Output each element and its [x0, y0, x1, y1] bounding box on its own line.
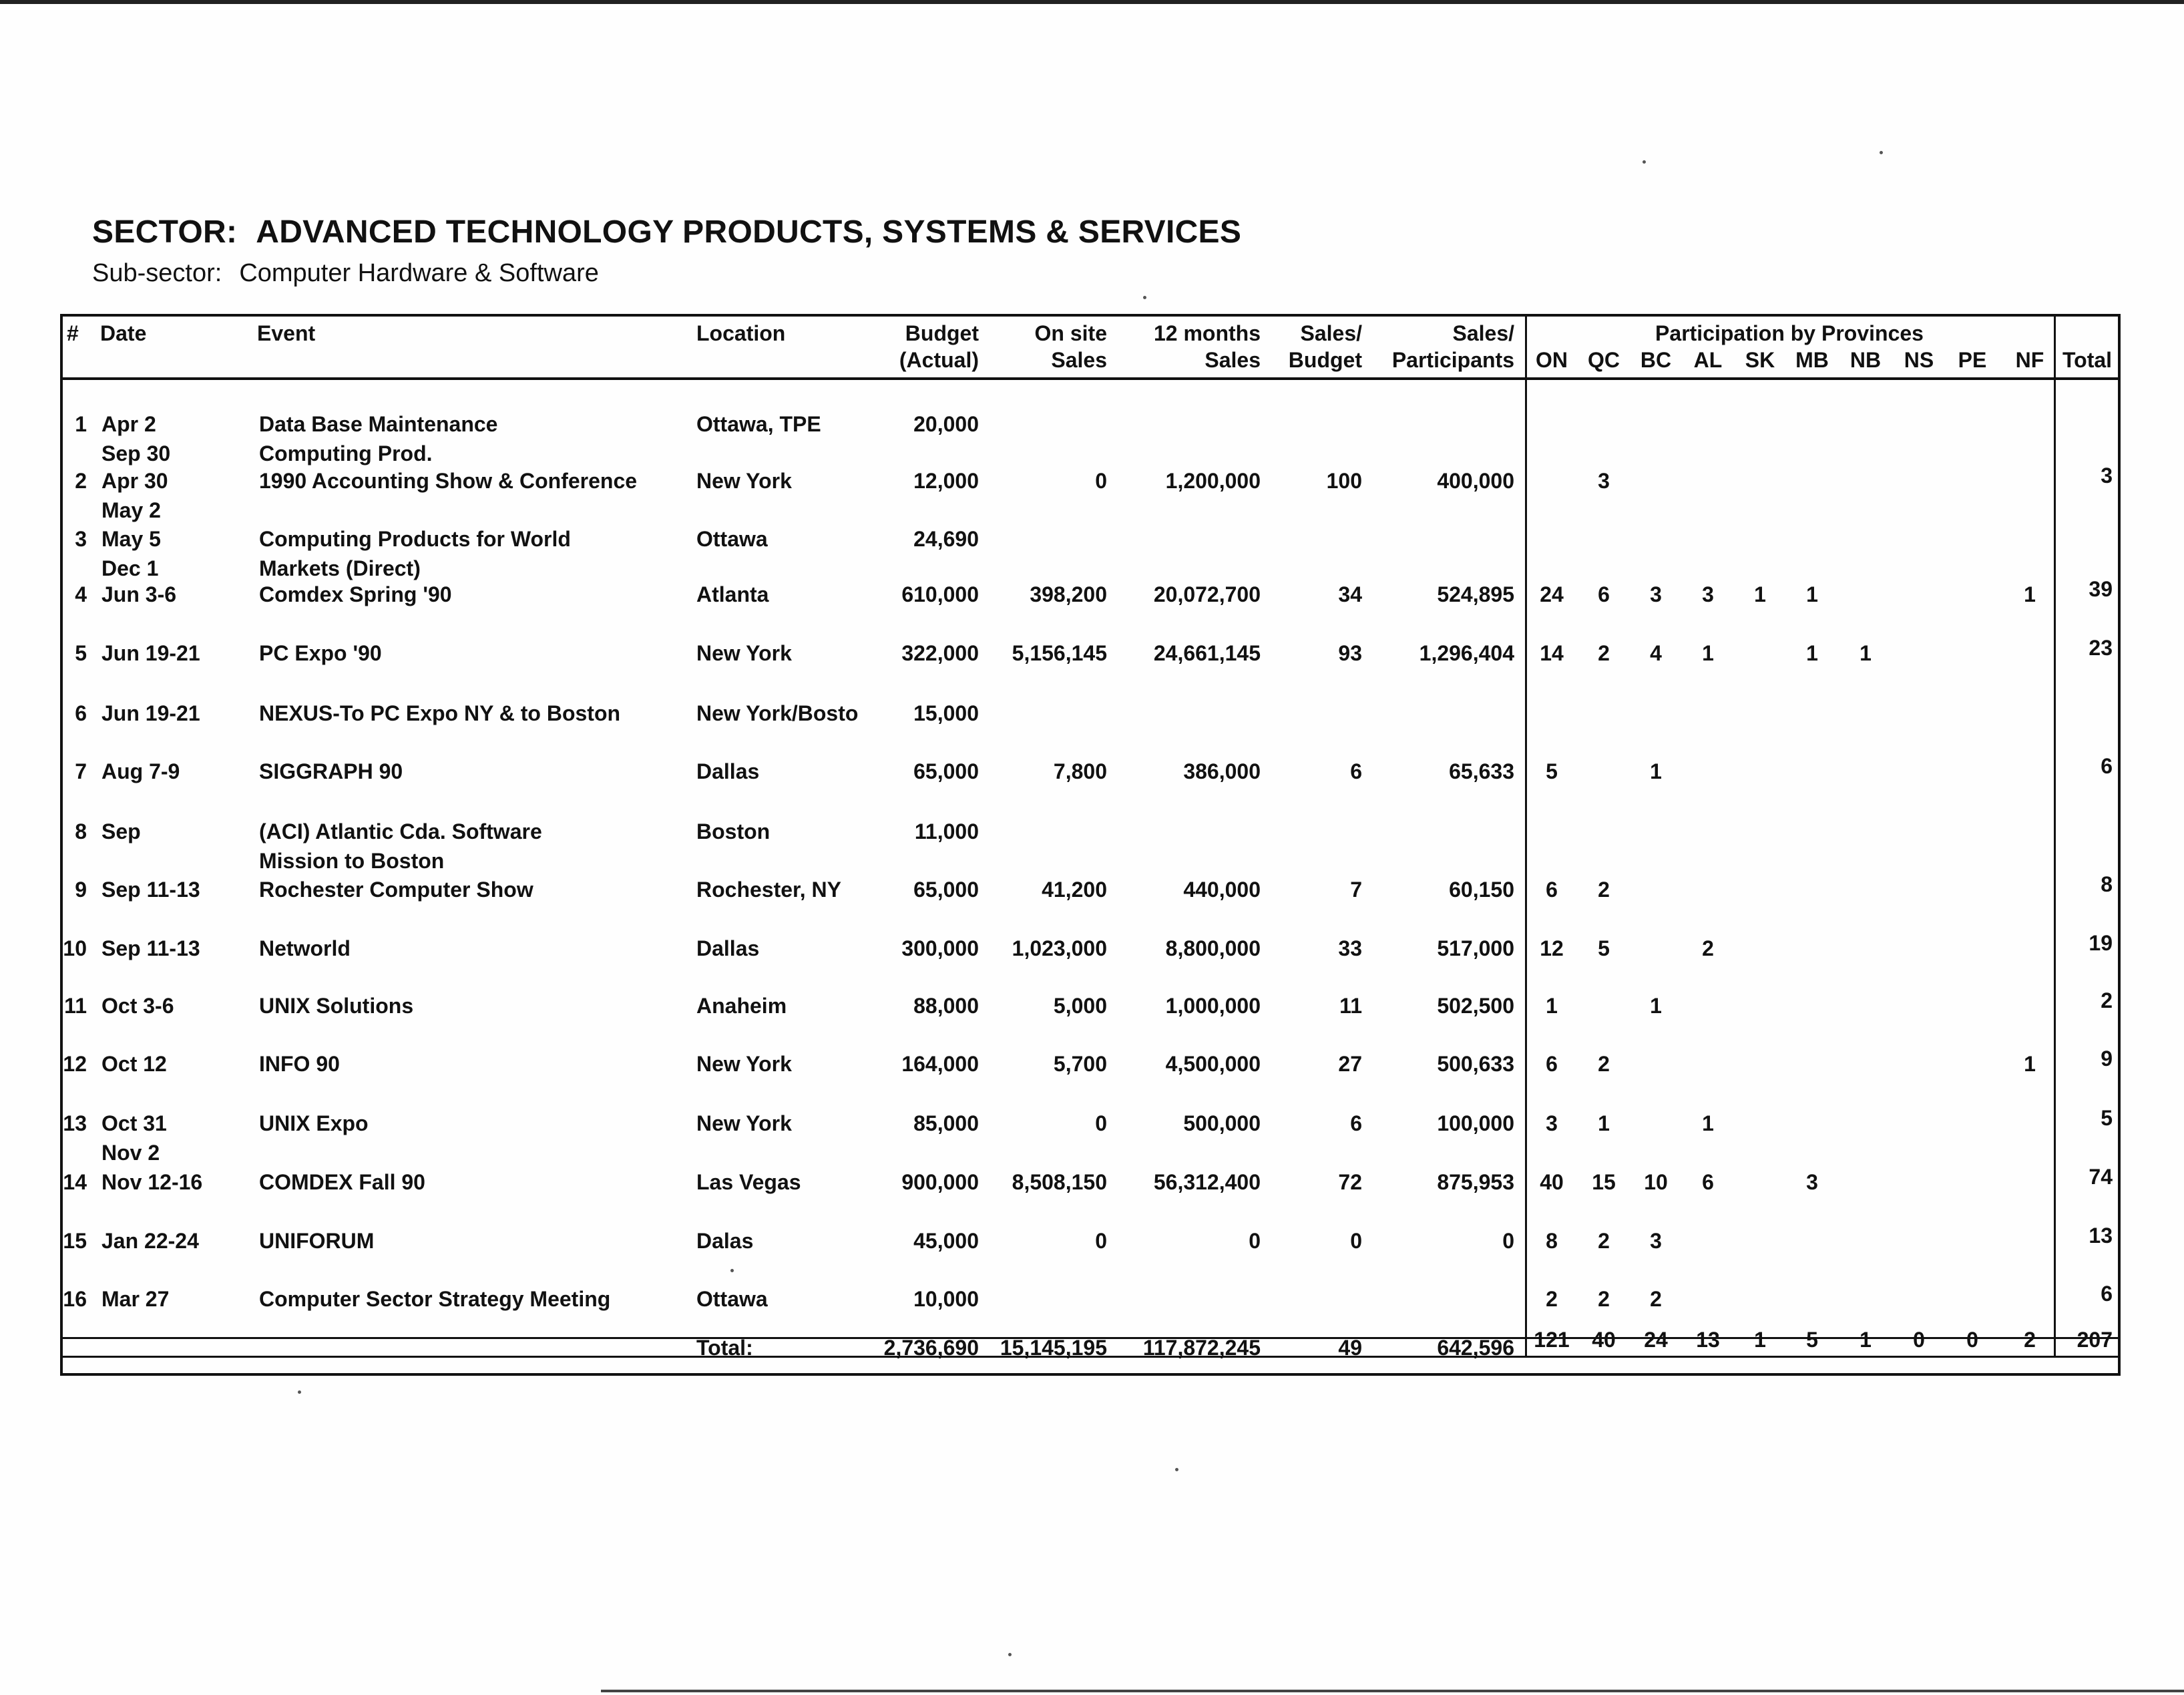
row-date-end: Sep 30 — [101, 441, 171, 465]
header-province-9: NF — [2015, 348, 2044, 372]
row-province-3: 1 — [1702, 1111, 1714, 1135]
row-num: 3 — [75, 527, 87, 551]
header-province-4: SK — [1745, 348, 1775, 372]
row-budget: 11,000 — [914, 819, 979, 843]
scan-speck — [1143, 296, 1146, 299]
header-rule — [60, 377, 2121, 380]
header-onsite: On site — [1034, 321, 1107, 345]
row-event: SIGGRAPH 90 — [259, 759, 403, 783]
scan-speck — [1175, 1468, 1178, 1471]
row-province-1: 15 — [1592, 1170, 1616, 1194]
row-num: 16 — [63, 1287, 87, 1311]
row-total: 39 — [2089, 577, 2113, 601]
row-12months-sales: 24,661,145 — [1153, 641, 1261, 665]
totals-12months: 117,872,245 — [1142, 1336, 1261, 1360]
row-date: Sep — [101, 819, 141, 843]
header-province-8: PE — [1958, 348, 1987, 372]
row-sales-budget: 6 — [1350, 759, 1362, 783]
row-sales-participants: 502,500 — [1437, 994, 1514, 1018]
row-province-1: 2 — [1598, 1287, 1610, 1311]
row-province-1: 1 — [1598, 1111, 1610, 1135]
row-date-end: Dec 1 — [101, 556, 159, 580]
row-province-1: 3 — [1598, 469, 1610, 493]
row-province-0: 5 — [1546, 759, 1558, 783]
row-total: 8 — [2101, 872, 2113, 896]
totals-province-3: 13 — [1696, 1328, 1720, 1352]
row-num: 4 — [75, 582, 87, 606]
row-budget: 65,000 — [913, 878, 979, 902]
row-event: UNIX Expo — [259, 1111, 369, 1135]
row-province-0: 6 — [1546, 1052, 1558, 1076]
header-province-6: NB — [1849, 348, 1882, 372]
row-province-1: 6 — [1598, 582, 1610, 606]
row-num: 11 — [64, 994, 87, 1018]
row-onsite-sales: 398,200 — [1030, 582, 1107, 606]
row-province-2: 1 — [1650, 994, 1662, 1018]
row-province-2: 4 — [1650, 641, 1662, 665]
row-budget: 88,000 — [913, 994, 979, 1018]
row-province-3: 3 — [1702, 582, 1714, 606]
row-sales-budget: 72 — [1338, 1170, 1362, 1194]
header-sales-participants-2: Participants — [1391, 348, 1514, 372]
row-sales-budget: 7 — [1350, 878, 1362, 902]
header-12months-sales: Sales — [1205, 348, 1261, 372]
row-sales-budget: 6 — [1350, 1111, 1362, 1135]
row-sales-participants: 1,296,404 — [1419, 641, 1514, 665]
row-num: 10 — [63, 936, 87, 960]
row-budget: 164,000 — [901, 1052, 979, 1076]
row-total: 9 — [2101, 1047, 2113, 1071]
sector-value: ADVANCED TECHNOLOGY PRODUCTS, SYSTEMS & SERVICES — [256, 214, 1242, 250]
row-province-1: 2 — [1598, 1229, 1610, 1253]
row-sales-budget: 27 — [1338, 1052, 1362, 1076]
row-event: Comdex Spring '90 — [259, 582, 452, 606]
row-num: 15 — [63, 1229, 87, 1253]
row-location: New York/Bosto — [696, 701, 859, 725]
row-12months-sales: 4,500,000 — [1165, 1052, 1261, 1076]
row-location: Dalas — [696, 1229, 754, 1253]
row-location: New York — [696, 469, 792, 493]
row-num: 5 — [75, 641, 87, 665]
provinces-left-rule — [1525, 314, 1527, 1356]
row-onsite-sales: 8,508,150 — [1012, 1170, 1107, 1194]
row-date: May 5 — [101, 527, 161, 551]
row-event: PC Expo '90 — [259, 641, 382, 665]
totals-province-5: 5 — [1806, 1328, 1818, 1352]
row-num: 6 — [75, 701, 87, 725]
row-province-1: 2 — [1598, 641, 1610, 665]
row-sales-participants: 517,000 — [1437, 936, 1514, 960]
row-date: Oct 12 — [101, 1052, 167, 1076]
row-event: Networld — [259, 936, 351, 960]
row-onsite-sales: 5,000 — [1053, 994, 1107, 1018]
row-province-0: 40 — [1540, 1170, 1564, 1194]
row-total: 19 — [2089, 931, 2113, 955]
totals-budget: 2,736,690 — [883, 1336, 979, 1360]
totals-total: 207 — [2077, 1328, 2113, 1352]
row-sales-budget: 33 — [1338, 936, 1362, 960]
row-event: 1990 Accounting Show & Conference — [259, 469, 638, 493]
row-event-line2: Markets (Direct) — [259, 556, 421, 580]
header-province-3: AL — [1693, 348, 1723, 372]
row-location: Dallas — [696, 759, 760, 783]
row-sales-participants: 524,895 — [1437, 582, 1514, 606]
row-province-2: 3 — [1650, 1229, 1662, 1253]
row-province-3: 1 — [1702, 641, 1714, 665]
row-budget: 65,000 — [913, 759, 979, 783]
row-date-end: Nov 2 — [101, 1141, 160, 1165]
header-location: Location — [696, 321, 786, 345]
row-location: Anaheim — [696, 994, 787, 1018]
totals-province-9: 2 — [2024, 1328, 2036, 1352]
row-location: Ottawa — [696, 1287, 768, 1311]
top-rule — [0, 0, 2184, 4]
row-budget: 20,000 — [913, 412, 979, 436]
row-province-0: 8 — [1546, 1229, 1558, 1253]
row-num: 8 — [75, 819, 87, 843]
row-event: Computing Products for World — [259, 527, 571, 551]
row-date: Apr 30 — [101, 469, 168, 493]
totals-province-2: 24 — [1644, 1328, 1668, 1352]
row-location: Las Vegas — [696, 1170, 801, 1194]
row-province-0: 6 — [1546, 878, 1558, 902]
totals-onsite: 15,145,195 — [1000, 1336, 1107, 1360]
header-total: Total — [2062, 348, 2113, 372]
scan-speck — [1008, 1653, 1012, 1656]
row-budget: 85,000 — [913, 1111, 979, 1135]
row-date: Oct 31 — [101, 1111, 167, 1135]
row-budget: 322,000 — [901, 641, 979, 665]
row-province-3: 2 — [1702, 936, 1714, 960]
header-sales-budget-2: Budget — [1288, 348, 1362, 372]
header-province-2: BC — [1640, 348, 1672, 372]
row-province-9: 1 — [2024, 1052, 2036, 1076]
row-province-2: 3 — [1650, 582, 1662, 606]
row-date: Jun 3-6 — [101, 582, 177, 606]
row-sales-participants: 500,633 — [1437, 1052, 1514, 1076]
row-date: Mar 27 — [101, 1287, 170, 1311]
header-onsite-sales: Sales — [1051, 348, 1107, 372]
row-province-1: 2 — [1598, 878, 1610, 902]
row-province-5: 1 — [1806, 582, 1818, 606]
row-event-line2: Computing Prod. — [259, 441, 433, 465]
header-date: Date — [100, 321, 147, 345]
row-total: 23 — [2089, 636, 2113, 660]
totals-province-0: 121 — [1534, 1328, 1570, 1352]
row-sales-budget: 93 — [1338, 641, 1362, 665]
row-province-2: 10 — [1644, 1170, 1668, 1194]
row-onsite-sales: 7,800 — [1053, 759, 1107, 783]
header-budget: Budget — [905, 321, 979, 345]
row-budget: 24,690 — [913, 527, 979, 551]
row-sales-budget: 0 — [1350, 1229, 1362, 1253]
totals-province-1: 40 — [1592, 1328, 1616, 1352]
row-total: 3 — [2101, 463, 2113, 488]
row-total: 74 — [2089, 1165, 2113, 1189]
row-num: 14 — [63, 1170, 87, 1194]
row-province-0: 12 — [1540, 936, 1564, 960]
row-date: Sep 11-13 — [101, 936, 200, 960]
sector-heading — [92, 214, 1241, 250]
row-12months-sales: 56,312,400 — [1153, 1170, 1261, 1194]
scan-speck — [298, 1390, 301, 1394]
subsector-value: Computer Hardware & Software — [239, 259, 599, 287]
row-province-5: 1 — [1806, 641, 1818, 665]
row-total: 6 — [2101, 754, 2113, 778]
row-province-2: 1 — [1650, 759, 1662, 783]
total-col-rule — [2054, 314, 2056, 1356]
row-num: 13 — [63, 1111, 87, 1135]
row-province-0: 1 — [1546, 994, 1558, 1018]
row-event: UNIFORUM — [259, 1229, 375, 1253]
totals-province-6: 1 — [1860, 1328, 1872, 1352]
row-onsite-sales: 0 — [1095, 1111, 1107, 1135]
row-sales-participants: 400,000 — [1437, 469, 1514, 493]
row-12months-sales: 500,000 — [1183, 1111, 1261, 1135]
totals-province-8: 0 — [1966, 1328, 1978, 1352]
totals-sales-budget: 49 — [1338, 1336, 1362, 1360]
row-num: 9 — [75, 878, 87, 902]
row-12months-sales: 440,000 — [1183, 878, 1261, 902]
row-location: Rochester, NY — [696, 878, 841, 902]
row-12months-sales: 20,072,700 — [1153, 582, 1261, 606]
row-province-3: 6 — [1702, 1170, 1714, 1194]
row-num: 7 — [75, 759, 87, 783]
row-event: NEXUS-To PC Expo NY & to Boston — [259, 701, 621, 725]
row-event: COMDEX Fall 90 — [259, 1170, 425, 1194]
row-province-4: 1 — [1754, 582, 1766, 606]
row-event: UNIX Solutions — [259, 994, 414, 1018]
row-sales-participants: 100,000 — [1437, 1111, 1514, 1135]
subsector-heading — [92, 259, 599, 288]
scan-speck — [730, 1269, 734, 1272]
row-total: 13 — [2089, 1223, 2113, 1248]
row-budget: 12,000 — [913, 469, 979, 493]
row-date: Jun 19-21 — [101, 701, 200, 725]
row-event: INFO 90 — [259, 1052, 340, 1076]
row-province-2: 2 — [1650, 1287, 1662, 1311]
totals-province-7: 0 — [1913, 1328, 1925, 1352]
row-location: Ottawa — [696, 527, 768, 551]
totals-label: Total: — [696, 1336, 753, 1360]
row-sales-participants: 65,633 — [1449, 759, 1514, 783]
row-budget: 900,000 — [901, 1170, 979, 1194]
row-date: Aug 7-9 — [101, 759, 180, 783]
row-sales-participants: 0 — [1502, 1229, 1514, 1253]
row-date: Jun 19-21 — [101, 641, 200, 665]
row-total: 2 — [2101, 988, 2113, 1012]
bottom-rule — [601, 1690, 2184, 1692]
row-onsite-sales: 0 — [1095, 469, 1107, 493]
header-12months: 12 months — [1153, 321, 1261, 345]
header-sales-participants: Sales/ — [1452, 321, 1514, 345]
header-province-5: MB — [1795, 348, 1829, 372]
row-province-9: 1 — [2024, 582, 2036, 606]
header-sales-budget: Sales/ — [1300, 321, 1362, 345]
header-participation: Participation by Provinces — [1655, 321, 1924, 345]
totals-province-4: 1 — [1754, 1328, 1766, 1352]
row-sales-participants: 60,150 — [1449, 878, 1514, 902]
row-province-0: 24 — [1540, 582, 1564, 606]
row-date: Nov 12-16 — [101, 1170, 203, 1194]
row-budget: 10,000 — [913, 1287, 979, 1311]
row-province-6: 1 — [1860, 641, 1872, 665]
row-location: New York — [696, 641, 792, 665]
row-budget: 610,000 — [901, 582, 979, 606]
row-num: 2 — [75, 469, 87, 493]
row-location: Atlanta — [696, 582, 769, 606]
row-onsite-sales: 0 — [1095, 1229, 1107, 1253]
header-num: # — [67, 321, 79, 345]
scan-speck — [1880, 151, 1883, 154]
row-12months-sales: 8,800,000 — [1165, 936, 1261, 960]
row-event: Computer Sector Strategy Meeting — [259, 1287, 611, 1311]
row-onsite-sales: 1,023,000 — [1012, 936, 1107, 960]
row-onsite-sales: 41,200 — [1042, 878, 1107, 902]
row-onsite-sales: 5,700 — [1053, 1052, 1107, 1076]
row-sales-participants: 875,953 — [1437, 1170, 1514, 1194]
sector-label: SECTOR: — [92, 214, 238, 250]
header-province-1: QC — [1588, 348, 1620, 372]
header-province-7: NS — [1904, 348, 1934, 372]
row-12months-sales: 1,000,000 — [1165, 994, 1261, 1018]
row-total: 5 — [2101, 1106, 2113, 1130]
row-province-1: 2 — [1598, 1052, 1610, 1076]
row-num: 12 — [63, 1052, 87, 1076]
row-num: 1 — [75, 412, 87, 436]
row-location: New York — [696, 1052, 792, 1076]
row-location: New York — [696, 1111, 792, 1135]
row-event: (ACI) Atlantic Cda. Software — [259, 819, 542, 843]
row-location: Dallas — [696, 936, 760, 960]
row-budget: 300,000 — [901, 936, 979, 960]
row-onsite-sales: 5,156,145 — [1012, 641, 1107, 665]
header-budget-actual: (Actual) — [899, 348, 979, 372]
row-date-end: May 2 — [101, 498, 161, 522]
row-event: Rochester Computer Show — [259, 878, 533, 902]
row-province-0: 3 — [1546, 1111, 1558, 1135]
row-sales-budget: 34 — [1338, 582, 1362, 606]
row-event: Data Base Maintenance — [259, 412, 498, 436]
header-event: Event — [257, 321, 316, 345]
row-date: Apr 2 — [101, 412, 156, 436]
row-sales-budget: 100 — [1326, 469, 1362, 493]
row-province-0: 14 — [1540, 641, 1564, 665]
row-province-5: 3 — [1806, 1170, 1818, 1194]
row-location: Ottawa, TPE — [696, 412, 821, 436]
row-date: Oct 3-6 — [101, 994, 174, 1018]
subsector-label: Sub-sector: — [92, 259, 222, 287]
totals-sales-participants: 642,596 — [1437, 1336, 1514, 1360]
row-date: Jan 22-24 — [101, 1229, 199, 1253]
row-12months-sales: 0 — [1249, 1229, 1261, 1253]
scan-speck — [1643, 160, 1646, 164]
row-budget: 45,000 — [913, 1229, 979, 1253]
header-province-0: ON — [1536, 348, 1568, 372]
row-12months-sales: 386,000 — [1183, 759, 1261, 783]
row-budget: 15,000 — [913, 701, 979, 725]
row-total: 6 — [2101, 1282, 2113, 1306]
row-date: Sep 11-13 — [101, 878, 200, 902]
row-event-line2: Mission to Boston — [259, 849, 445, 873]
row-location: Boston — [696, 819, 771, 843]
row-province-1: 5 — [1598, 936, 1610, 960]
row-sales-budget: 11 — [1339, 994, 1362, 1018]
row-12months-sales: 1,200,000 — [1165, 469, 1261, 493]
row-province-0: 2 — [1546, 1287, 1558, 1311]
